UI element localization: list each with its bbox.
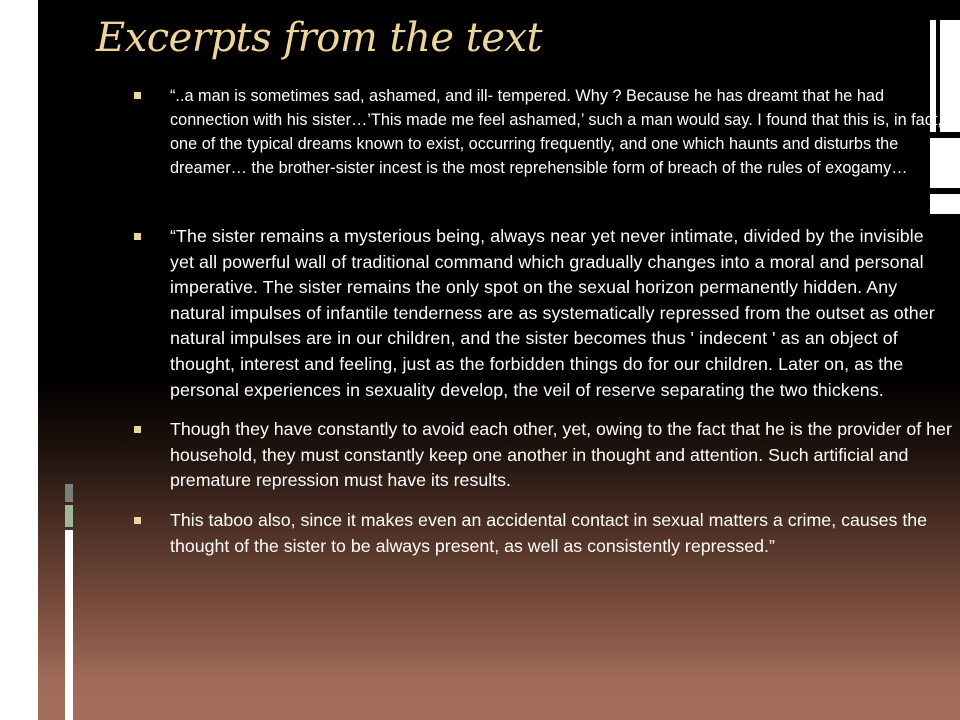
bullet-list xyxy=(132,84,952,559)
bullet-text: “The sister remains a mysterious being, always near yet never intimate, divided by the invisible yet all powerful wall of traditional command which gradually changes into a moral and personal imperative. The sister remains the only spot on the sexual horizon permanently hidden. Any natural impulses of infantile tenderness are as systematically repressed from the outset as other natural impulses are in our children, and the sister becomes thus ' indecent ' as an object of thought, interest and feeling, just as the forbidden things do for our children. Later on, as the personal experiences in sexuality develop, the veil of reserve separating the two thickens. xyxy=(170,226,935,400)
slide-title: Excerpts from the text xyxy=(96,15,543,61)
bullet-text: Though they have constantly to avoid each other, yet, owing to the fact that he is the provider of her household, they must constantly keep one another in thought and attention. Such artificial and premature repression must have its results. xyxy=(170,419,952,491)
square-bullet-icon xyxy=(134,517,141,524)
slide xyxy=(38,0,960,720)
bullet-item xyxy=(132,224,952,403)
square-bullet-icon xyxy=(134,92,141,99)
decorative-block xyxy=(65,505,73,527)
bullet-text: “..a man is sometimes sad, ashamed, and ill- tempered. Why ? Because he has dreamt that he had connection with his sister…’This made me feel ashamed,’ such a man would say. I found that this is, in fact, one of the typical dreams known to exist, occurring frequently, and one which haunts and disturbs the dreamer… the brother-sister incest is the most reprehensible form of breach of the rules of exogamy… xyxy=(170,87,942,177)
bullet-item xyxy=(132,508,952,559)
bullet-item xyxy=(132,417,952,494)
decorative-block xyxy=(65,484,73,502)
left-border-strip xyxy=(0,0,38,720)
decorative-block xyxy=(65,530,73,720)
bullet-text: This taboo also, since it makes even an accidental contact in sexual matters a crime, causes the thought of the sister to be always present, as well as consistently repressed.” xyxy=(170,509,928,556)
square-bullet-icon xyxy=(134,233,141,240)
square-bullet-icon xyxy=(134,426,141,433)
bullet-item xyxy=(132,84,952,180)
